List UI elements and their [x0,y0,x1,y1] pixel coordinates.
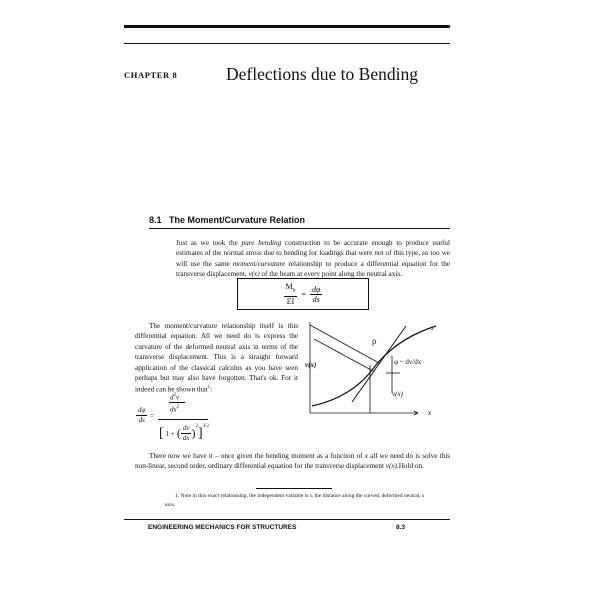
footnote-emph-1: s [309,493,312,499]
curvature-lhs-den: ds [138,416,145,424]
footnote-mark: 1 [207,385,211,391]
num-d-sup: 2 [173,393,176,398]
den-dx-sup: 2 [176,405,180,410]
footer-rule [124,519,450,520]
curvature-equation [136,390,296,446]
moment-subscript: b [292,287,296,294]
vx-axis-label: v(x) [305,361,317,369]
den-dx: dx [170,405,177,414]
equals-sign: = [301,289,306,299]
moment-fraction [284,282,298,306]
denominator-bracket: [ 1 + ( $\frac{dv}{dx}$ ) $^2$ ] $^{3/2}$ [159,424,210,442]
radius-line-upper [310,325,379,363]
curvature-lhs [136,406,147,425]
phi-label: φ ~ dv/dx [394,358,422,366]
left-paragraph-text: The moment/curvature relationship itself is this differential equation. All we need do is express the curvature of the deformed neutral axis in terms of the transverse displacement. This is a straight forward application of the classical calculus as you have seen perhaps but may also have forgotten. That's ok. For it indeed can be shown that [135,322,298,394]
moment-symbol: M [285,282,293,292]
first-derivative [181,424,192,443]
closing-emph-1: x [364,452,368,460]
outer-exponent: 3/2 [202,424,210,429]
chapter-title: Deflections due to Bending [226,64,418,84]
first-derivative-den: dx [182,434,190,442]
inner-num-bar [169,402,185,403]
footer-book-title: ENGINEERING MECHANICS FOR STRUCTURES [148,524,297,531]
deflection-figure [300,318,450,418]
left-paragraph-tail: : [210,385,213,394]
section-heading [149,215,305,225]
footnote-text-3: axis. [165,501,176,508]
intro-emph-2: moment/curvature [232,259,286,268]
footer-page-number: 8.3 [396,524,406,531]
left-paragraph [135,321,298,395]
footnote-text-2: , the distance along the curved, deformed neutral, [311,493,422,499]
intro-paragraph [176,238,450,280]
ds-symbol: ds [312,294,320,304]
header-rule-thick [124,25,450,28]
closing-text-3: .Hold on. [396,462,424,471]
intro-text-2: construction to be accurate enough to produce useful estimates of the normal stress due to bending for loadings that were not of this type, so too we will use the same [176,239,450,268]
intro-emph-3: v(x) [248,270,260,279]
footnote-emph-2: s [421,493,425,499]
num-d: d [170,393,174,402]
chapter-label: CHAPTER 8 [124,70,178,80]
curvature-lhs-num: dφ [138,406,146,414]
rho-label: ρ [372,336,377,346]
vx-point-label: v(x) [392,390,403,398]
closing-text-1: There now we have it – once given the bending moment as a function of [149,452,365,460]
closing-paragraph [135,451,450,472]
moment-curvature-box [237,278,369,310]
header-rule-thin [124,43,450,44]
section-rule [149,228,450,229]
dphi-symbol: dφ [311,284,321,294]
second-derivative-num [170,392,179,401]
main-fraction-bar [158,419,208,420]
s-label: s [431,324,434,332]
intro-text-3: relationship to produce a differential equation for the transverse displacement, [176,259,450,279]
bracket-one: 1 + [165,429,175,438]
closing-text-2: all we need do is solve this non-linear, second order, ordinary differential equation for the transverse displacement [135,452,450,471]
x-label: x [428,409,432,417]
inner-exponent: 2 [195,424,198,429]
footnote-rule [256,488,332,489]
intro-emph-1: pure bending [241,239,282,247]
footnote [165,492,435,509]
section-number: 8.1 [149,215,162,225]
flexural-rigidity: EI [286,296,295,306]
intro-text-4: of the beam at every point along the neutral axis. [259,270,402,279]
curvature-equals: = [150,412,154,420]
closing-emph-2: v(x) [385,462,397,471]
intro-text-1: Just as we took the [176,239,242,247]
footnote-text-1: 1. Note in this exact relationship, the independent variable is [175,493,310,499]
section-title: The Moment/Curvature Relation [169,215,306,225]
curvature-fraction [310,285,322,304]
num-v: v [176,393,180,402]
first-derivative-num: dv [182,424,190,432]
second-derivative-den [170,404,179,413]
